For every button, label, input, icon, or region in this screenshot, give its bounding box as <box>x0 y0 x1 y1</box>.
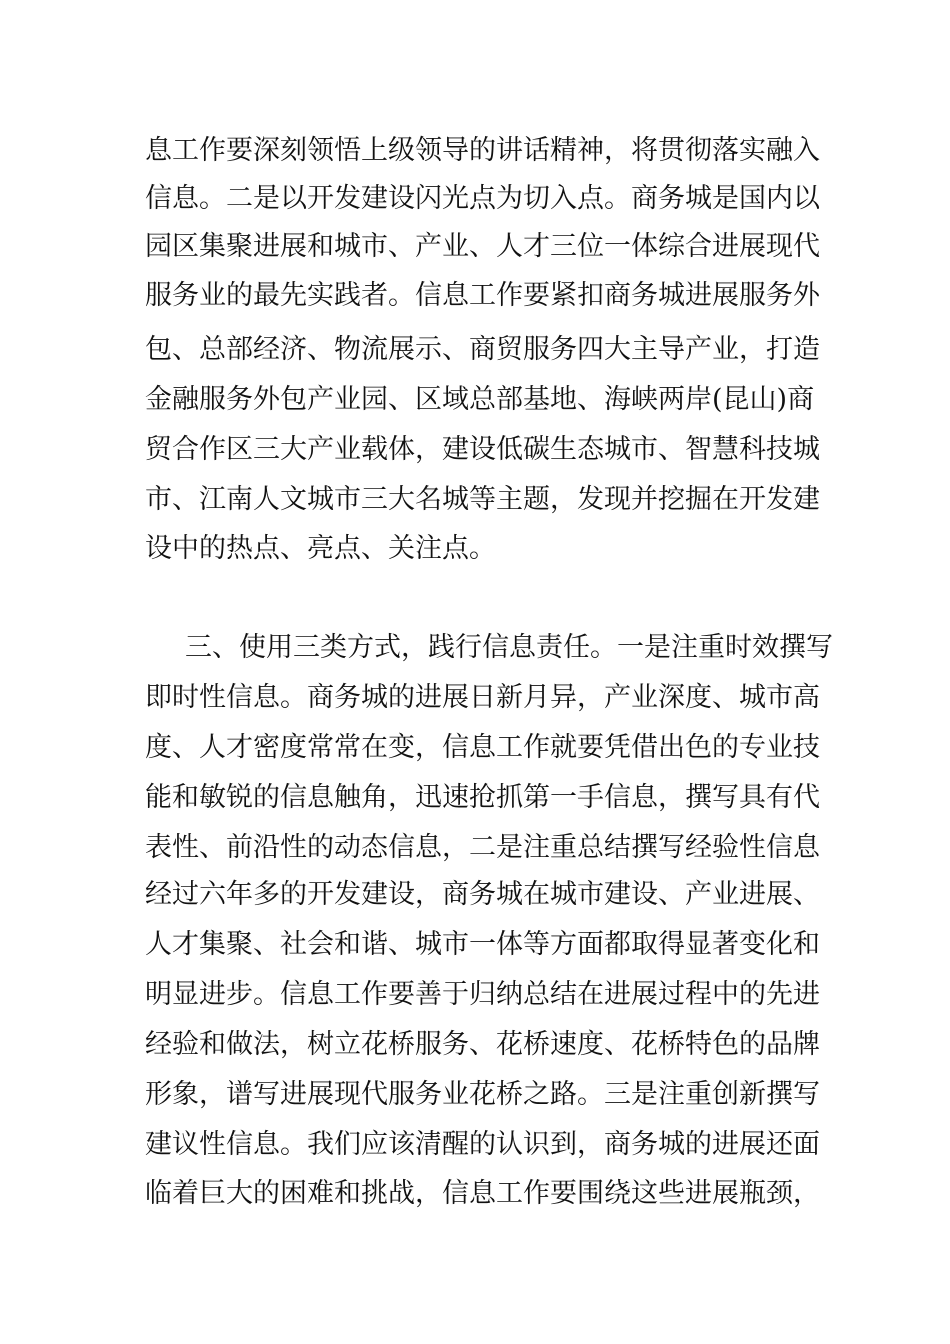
text-line: 包、总部经济、物流展示、商贸服务四大主导产业，打造 <box>145 334 820 365</box>
text-line: 形象，谱写进展现代服务业花桥之路。三是注重创新撰写 <box>145 1079 820 1110</box>
text-line: 经验和做法，树立花桥服务、花桥速度、花桥特色的品牌 <box>145 1029 820 1060</box>
text-line: 服务业的最先实践者。信息工作要紧扣商务城进展服务外 <box>145 280 820 311</box>
text-line: 表性、前沿性的动态信息，二是注重总结撰写经验性信息 <box>145 832 820 863</box>
text-line: 明显进步。信息工作要善于归纳总结在进展过程中的先进 <box>145 979 820 1010</box>
text-line: 度、人才密度常常在变，信息工作就要凭借出色的专业技 <box>145 732 820 763</box>
text-line: 即时性信息。商务城的进展日新月异，产业深度、城市高 <box>145 682 820 713</box>
text-line: 金融服务外包产业园、区域总部基地、海峡两岸(昆山)商 <box>145 384 815 415</box>
text-line: 能和敏锐的信息触角，迅速抢抓第一手信息，撰写具有代 <box>145 782 820 813</box>
text-line: 息工作要深刻领悟上级领导的讲话精神，将贯彻落实融入 <box>145 135 820 166</box>
text-line: 信息。二是以开发建设闪光点为切入点。商务城是国内以 <box>145 183 820 214</box>
text-line: 市、江南人文城市三大名城等主题，发现并挖掘在开发建 <box>145 484 820 515</box>
text-line: 设中的热点、亮点、关注点。 <box>145 533 496 564</box>
text-line: 人才集聚、社会和谐、城市一体等方面都取得显著变化和 <box>145 929 820 960</box>
text-line: 经过六年多的开发建设，商务城在城市建设、产业进展、 <box>145 879 820 910</box>
text-line: 贸合作区三大产业载体，建设低碳生态城市、智慧科技城 <box>145 434 820 465</box>
text-line: 园区集聚进展和城市、产业、人才三位一体综合进展现代 <box>145 231 820 262</box>
text-line: 建议性信息。我们应该清醒的认识到，商务城的进展还面 <box>145 1129 820 1160</box>
text-line: 临着巨大的困难和挑战，信息工作要围绕这些进展瓶颈， <box>145 1178 820 1209</box>
paragraph-first-line: 三、使用三类方式，践行信息责任。一是注重时效撰写 <box>185 632 833 663</box>
